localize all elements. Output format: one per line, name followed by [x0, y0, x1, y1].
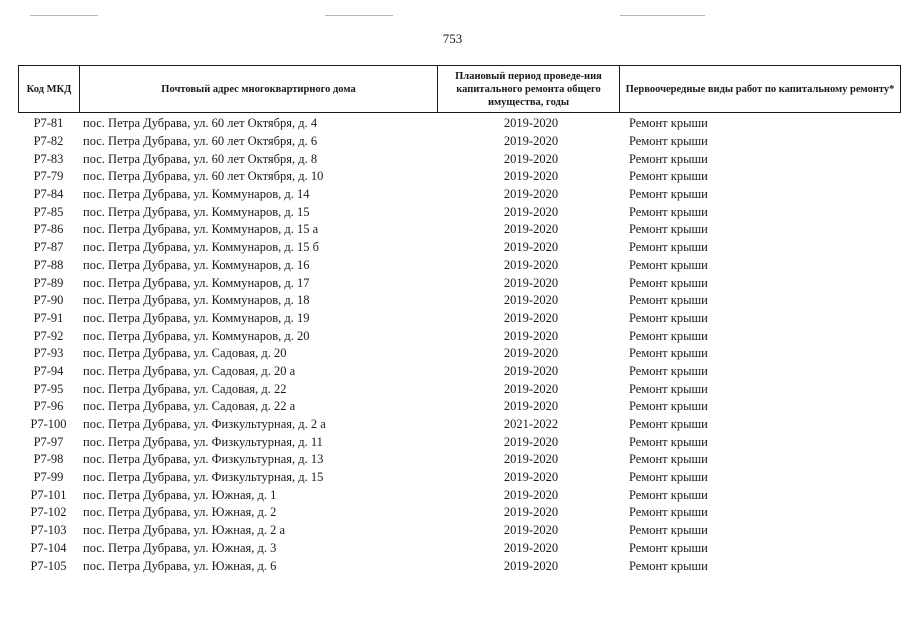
row-period: 2019-2020 [503, 540, 559, 555]
row-code: Р7-94 [33, 363, 64, 378]
row-period: 2019-2020 [503, 169, 559, 184]
row-address: пос. Петра Дубрава, ул. Физкультурная, д. 13 [83, 452, 324, 467]
row-works: Ремонт крыши [629, 222, 708, 237]
row-works: Ремонт крыши [629, 346, 708, 361]
row-code: Р7-104 [30, 540, 67, 555]
table-row [18, 363, 901, 381]
row-period: 2019-2020 [503, 470, 559, 485]
header-code: Код МКД [18, 66, 79, 112]
row-period: 2019-2020 [503, 452, 559, 467]
row-address: пос. Петра Дубрава, ул. Коммунаров, д. 16 [83, 257, 310, 272]
row-works: Ремонт крыши [629, 487, 708, 502]
table-row [18, 522, 901, 540]
row-code: Р7-89 [33, 275, 64, 290]
row-address: пос. Петра Дубрава, ул. Коммунаров, д. 14 [83, 187, 310, 202]
row-works: Ремонт крыши [629, 452, 708, 467]
row-works: Ремонт крыши [629, 187, 708, 202]
row-address: пос. Петра Дубрава, ул. Южная, д. 6 [83, 558, 277, 573]
row-works: Ремонт крыши [629, 204, 708, 219]
row-period: 2019-2020 [503, 346, 559, 361]
row-period: 2019-2020 [503, 434, 559, 449]
row-works: Ремонт крыши [629, 257, 708, 272]
row-period: 2019-2020 [503, 116, 559, 131]
row-code: Р7-99 [33, 470, 64, 485]
table-row [18, 451, 901, 469]
row-works: Ремонт крыши [629, 151, 708, 166]
scan-artifact-line [620, 15, 705, 16]
row-code: Р7-98 [33, 452, 64, 467]
row-works: Ремонт крыши [629, 434, 708, 449]
row-works: Ремонт крыши [629, 417, 708, 432]
row-code: Р7-95 [33, 381, 64, 396]
row-code: Р7-103 [30, 523, 67, 538]
row-works: Ремонт крыши [629, 169, 708, 184]
row-code: Р7-79 [33, 169, 64, 184]
table-row [18, 168, 901, 186]
table-row [18, 239, 901, 257]
row-period: 2019-2020 [503, 363, 559, 378]
row-works: Ремонт крыши [629, 134, 708, 149]
table-row [18, 557, 901, 575]
row-address: пос. Петра Дубрава, ул. Садовая, д. 20 [83, 346, 287, 361]
row-period: 2019-2020 [503, 558, 559, 573]
row-address: пос. Петра Дубрава, ул. Физкультурная, д. 11 [83, 434, 323, 449]
row-period: 2019-2020 [503, 505, 559, 520]
table-row [18, 380, 901, 398]
row-works: Ремонт крыши [629, 399, 708, 414]
row-period: 2019-2020 [503, 240, 559, 255]
row-code: Р7-88 [33, 257, 64, 272]
row-period: 2019-2020 [503, 204, 559, 219]
row-code: Р7-84 [33, 187, 64, 202]
row-address: пос. Петра Дубрава, ул. 60 лет Октября, д. 4 [83, 116, 318, 131]
row-period: 2019-2020 [503, 310, 559, 325]
table-row [18, 221, 901, 239]
row-works: Ремонт крыши [629, 381, 708, 396]
row-address: пос. Петра Дубрава, ул. 60 лет Октября, д. 6 [83, 134, 318, 149]
row-address: пос. Петра Дубрава, ул. Коммунаров, д. 20 [83, 328, 310, 343]
row-code: Р7-92 [33, 328, 64, 343]
table-row [18, 469, 901, 487]
row-address: пос. Петра Дубрава, ул. Южная, д. 2 а [83, 523, 286, 538]
row-address: пос. Петра Дубрава, ул. Коммунаров, д. 15 [83, 204, 310, 219]
row-address: пос. Петра Дубрава, ул. Коммунаров, д. 19 [83, 310, 310, 325]
table-row [18, 203, 901, 221]
row-code: Р7-96 [33, 399, 64, 414]
row-address: пос. Петра Дубрава, ул. Садовая, д. 22 а [83, 399, 296, 414]
scan-artifact-line [325, 15, 393, 16]
table-row [18, 433, 901, 451]
row-address: пос. Петра Дубрава, ул. Южная, д. 2 [83, 505, 277, 520]
table-row [18, 274, 901, 292]
row-works: Ремонт крыши [629, 558, 708, 573]
row-address: пос. Петра Дубрава, ул. Южная, д. 3 [83, 540, 277, 555]
page-number: 753 [442, 31, 463, 46]
table-row [18, 345, 901, 363]
header-address: Почтовый адрес многоквартирного дома [79, 66, 437, 112]
table-row [18, 150, 901, 168]
row-period: 2019-2020 [503, 328, 559, 343]
table-body [18, 113, 901, 575]
row-period: 2019-2020 [503, 523, 559, 538]
table-row [18, 327, 901, 345]
row-code: Р7-93 [33, 346, 64, 361]
table-row [18, 115, 901, 133]
table-row [18, 257, 901, 275]
row-period: 2021-2022 [503, 417, 559, 432]
row-works: Ремонт крыши [629, 328, 708, 343]
row-period: 2019-2020 [503, 487, 559, 502]
table-row [18, 310, 901, 328]
row-code: Р7-90 [33, 293, 64, 308]
table-row [18, 133, 901, 151]
table-header [18, 65, 901, 113]
row-address: пос. Петра Дубрава, ул. Садовая, д. 22 [83, 381, 287, 396]
row-address: пос. Петра Дубрава, ул. Садовая, д. 20 а [83, 363, 296, 378]
row-code: Р7-101 [30, 487, 67, 502]
row-address: пос. Петра Дубрава, ул. Физкультурная, д. 15 [83, 470, 324, 485]
row-address: пос. Петра Дубрава, ул. Физкультурная, д. 2 а [83, 417, 326, 432]
row-code: Р7-100 [30, 417, 67, 432]
row-code: Р7-91 [33, 310, 64, 325]
table-row [18, 292, 901, 310]
row-code: Р7-97 [33, 434, 64, 449]
row-code: Р7-86 [33, 222, 64, 237]
row-works: Ремонт крыши [629, 240, 708, 255]
row-works: Ремонт крыши [629, 293, 708, 308]
row-period: 2019-2020 [503, 134, 559, 149]
row-code: Р7-87 [33, 240, 64, 255]
row-code: Р7-82 [33, 134, 64, 149]
row-code: Р7-83 [33, 151, 64, 166]
row-period: 2019-2020 [503, 399, 559, 414]
table-row [18, 504, 901, 522]
row-address: пос. Петра Дубрава, ул. Южная, д. 1 [83, 487, 277, 502]
table-row [18, 186, 901, 204]
row-works: Ремонт крыши [629, 275, 708, 290]
row-address: пос. Петра Дубрава, ул. Коммунаров, д. 15 б [83, 240, 319, 255]
row-works: Ремонт крыши [629, 505, 708, 520]
row-code: Р7-105 [30, 558, 67, 573]
row-address: пос. Петра Дубрава, ул. 60 лет Октября, д. 8 [83, 151, 318, 166]
row-works: Ремонт крыши [629, 470, 708, 485]
row-address: пос. Петра Дубрава, ул. Коммунаров, д. 18 [83, 293, 310, 308]
table-row [18, 416, 901, 434]
row-period: 2019-2020 [503, 187, 559, 202]
header-works: Первоочередные виды работ по капитальному ремонту* [619, 66, 901, 112]
capital-repair-table [18, 65, 901, 575]
row-code: Р7-81 [33, 116, 64, 131]
row-period: 2019-2020 [503, 293, 559, 308]
row-period: 2019-2020 [503, 275, 559, 290]
table-row [18, 486, 901, 504]
row-period: 2019-2020 [503, 151, 559, 166]
scan-artifact-line [30, 15, 98, 16]
row-address: пос. Петра Дубрава, ул. 60 лет Октября, д. 10 [83, 169, 324, 184]
row-code: Р7-102 [30, 505, 67, 520]
row-works: Ремонт крыши [629, 310, 708, 325]
row-address: пос. Петра Дубрава, ул. Коммунаров, д. 15 а [83, 222, 319, 237]
header-period: Плановый период проведе-ния капитального ремонта общего имущества, годы [437, 66, 619, 112]
row-works: Ремонт крыши [629, 116, 708, 131]
row-works: Ремонт крыши [629, 363, 708, 378]
row-works: Ремонт крыши [629, 540, 708, 555]
row-period: 2019-2020 [503, 257, 559, 272]
table-row [18, 540, 901, 558]
row-address: пос. Петра Дубрава, ул. Коммунаров, д. 17 [83, 275, 310, 290]
row-period: 2019-2020 [503, 381, 559, 396]
row-works: Ремонт крыши [629, 523, 708, 538]
row-period: 2019-2020 [503, 222, 559, 237]
row-code: Р7-85 [33, 204, 64, 219]
table-row [18, 398, 901, 416]
